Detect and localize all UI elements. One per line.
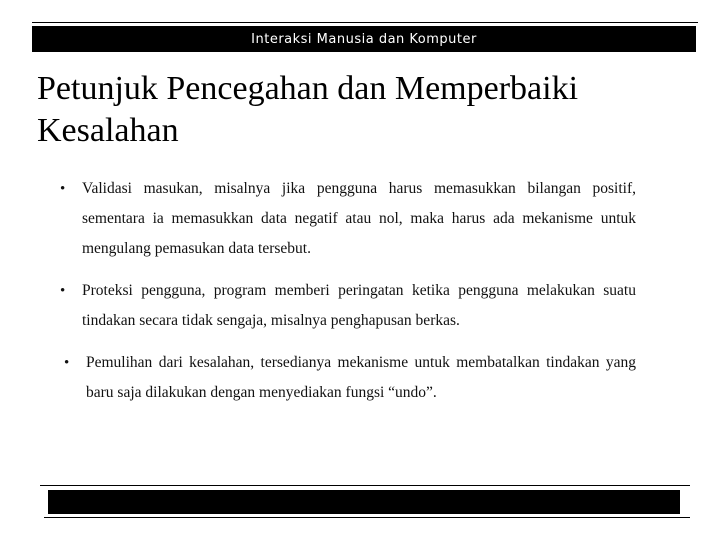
- footer-rule-top: [40, 485, 690, 486]
- slide-title: Petunjuk Pencegahan dan Memperbaiki Kesalahan: [37, 70, 579, 149]
- bullet-text: Proteksi pengguna, program memberi peringatan ketika pengguna melakukan suatu tindakan secara tidak sengaja, misalnya penghapusan berkas.: [82, 282, 636, 329]
- header-title: Interaksi Manusia dan Komputer: [251, 31, 477, 47]
- bullet-dot-icon: •: [60, 181, 66, 197]
- bullet-dot-icon: •: [64, 355, 70, 371]
- footer-band: [48, 490, 680, 514]
- top-rule: [32, 22, 698, 23]
- bullet-item-validation: [56, 174, 636, 264]
- bullet-list: [56, 174, 636, 408]
- bullet-item-recovery: [56, 348, 636, 408]
- footer-rule-bottom: [44, 517, 690, 518]
- bullet-item-protection: [56, 276, 636, 336]
- bullet-dot-icon: •: [60, 283, 66, 299]
- bullet-text: Validasi masukan, misalnya jika pengguna harus memasukkan bilangan positif, sementara ia memasukkan data negatif atau nol, maka harus ada mekanisme untuk mengulang pemasukan data tersebut.: [82, 180, 636, 257]
- header-band: [32, 26, 696, 52]
- bullet-text: Pemulihan dari kesalahan, tersedianya mekanisme untuk membatalkan tindakan yang baru saja dilakukan dengan menyediakan fungsi “undo”.: [86, 354, 636, 401]
